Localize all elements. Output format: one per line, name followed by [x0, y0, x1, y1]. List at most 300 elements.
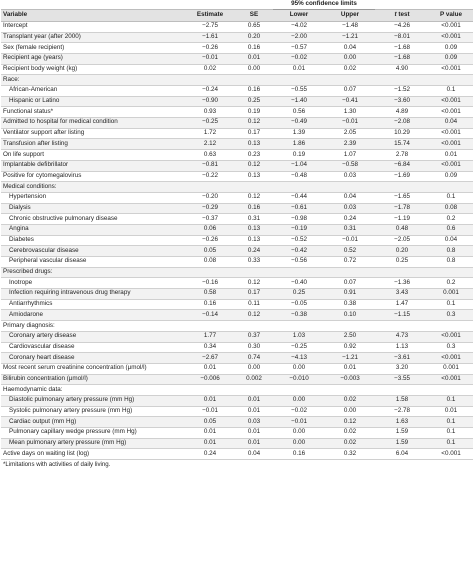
lower-cell: −0.61	[291, 203, 307, 211]
se-cell: 0.37	[247, 332, 261, 340]
table-row	[1, 128, 473, 139]
upper-cell: 0.04	[343, 193, 357, 201]
estimate-cell: 0.01	[203, 428, 217, 436]
upper-cell: 1.30	[343, 107, 357, 115]
table-row	[1, 438, 473, 449]
t-test-cell: 0.48	[395, 225, 409, 233]
variable-cell: Bilirubin concentration (μmol/l)	[3, 374, 88, 382]
upper-cell: 0.12	[343, 417, 357, 425]
table-row	[1, 406, 473, 417]
p-value-cell: <0.001	[441, 374, 461, 382]
t-test-cell: 0.20	[395, 246, 409, 254]
upper-cell: 0.72	[343, 257, 357, 265]
lower-cell: −0.25	[291, 342, 307, 350]
t-test-cell: 3.43	[395, 289, 409, 297]
se-cell: 0.11	[248, 300, 260, 308]
upper-cell	[325, 321, 375, 332]
table-row	[1, 86, 473, 97]
estimate-cell	[185, 385, 235, 396]
table-row	[1, 310, 473, 321]
column-header-row	[1, 9, 473, 21]
p-value-cell: <0.001	[441, 32, 461, 40]
upper-cell: −1.21	[342, 32, 358, 40]
se-cell	[235, 75, 273, 86]
table-row	[1, 395, 473, 406]
upper-cell: −1.21	[342, 353, 358, 361]
table-row	[1, 321, 473, 332]
estimate-cell: 0.05	[203, 417, 217, 425]
lower-cell: −0.01	[291, 417, 307, 425]
p-value-cell: 0.1	[446, 417, 456, 425]
col-header-upper: Upper	[325, 9, 375, 21]
t-test-cell: −1.78	[394, 203, 410, 211]
se-cell: 0.13	[247, 225, 261, 233]
upper-cell: −0.58	[342, 161, 358, 169]
se-cell	[235, 267, 273, 278]
upper-cell: 0.10	[343, 310, 357, 318]
variable-cell: Medical conditions:	[3, 182, 57, 190]
estimate-cell: −0.20	[202, 193, 218, 201]
variable-cell: Prescribed drugs:	[3, 268, 53, 276]
t-italic: t	[394, 10, 397, 18]
p-value-cell: 0.001	[443, 289, 459, 297]
lower-cell: 1.39	[292, 129, 306, 137]
p-value-cell: <0.001	[441, 129, 461, 137]
upper-cell: −0.41	[342, 97, 358, 105]
variable-cell: Recipient age (years)	[3, 54, 63, 62]
t-test-cell: 3.20	[395, 364, 409, 372]
upper-cell: 0.31	[343, 225, 357, 233]
col-header-lower: Lower	[273, 9, 325, 21]
variable-cell: Recipient body weight (kg)	[3, 65, 78, 73]
table-row	[1, 192, 473, 203]
variable-cell: Hypertension	[9, 193, 47, 201]
se-cell: 0.16	[247, 86, 261, 94]
estimate-cell: −0.26	[202, 236, 218, 244]
lower-cell: −0.02	[291, 54, 307, 62]
upper-cell: 0.07	[343, 278, 357, 286]
lower-cell: −2.00	[291, 32, 307, 40]
variable-cell: Coronary artery disease	[9, 332, 77, 340]
upper-cell: 0.52	[343, 246, 357, 254]
variable-cell: Amiodarone	[9, 310, 43, 318]
variable-cell: Active days on waiting list (log)	[3, 449, 90, 457]
estimate-cell: −1.61	[202, 32, 218, 40]
t-test-cell	[375, 321, 429, 332]
estimate-cell: −0.006	[200, 374, 220, 382]
t-test-cell: −1.65	[394, 193, 410, 201]
t-test-cell: 0.25	[395, 257, 409, 265]
se-cell: 0.16	[247, 43, 261, 51]
upper-cell: 2.05	[343, 129, 357, 137]
variable-cell: Functional status*	[3, 107, 54, 115]
variable-cell: Infection requiring intravenous drug therapy	[9, 289, 131, 297]
estimate-cell: −0.01	[202, 54, 218, 62]
upper-cell: 1.07	[343, 150, 357, 158]
t-test-cell: −1.15	[394, 310, 410, 318]
estimate-cell	[185, 267, 235, 278]
lower-cell: −0.010	[289, 374, 309, 382]
t-test-cell: −1.68	[394, 54, 410, 62]
p-value-cell: 0.1	[446, 193, 456, 201]
table-row	[1, 449, 473, 460]
table-row	[1, 224, 473, 235]
variable-cell: Cardiovascular disease	[9, 342, 75, 350]
variable-cell: On life support	[3, 150, 44, 158]
se-cell: 0.01	[247, 396, 261, 404]
variable-cell: African-American	[9, 86, 58, 94]
variable-cell: Haemodynamic data:	[3, 385, 63, 393]
estimate-cell: 0.01	[203, 396, 217, 404]
estimate-cell: −0.29	[202, 203, 218, 211]
p-value-cell: <0.001	[441, 449, 461, 457]
estimate-cell: 0.24	[203, 449, 217, 457]
upper-cell: 0.91	[343, 289, 357, 297]
table-row	[1, 331, 473, 342]
se-cell: 0.17	[247, 129, 261, 137]
upper-cell: 0.04	[343, 43, 357, 51]
variable-cell: Cardiac output (mm Hg)	[9, 417, 77, 425]
t-test-cell: 1.47	[395, 300, 409, 308]
p-value-cell: 0.04	[444, 118, 458, 126]
table-row	[1, 374, 473, 385]
upper-cell: −0.01	[342, 236, 358, 244]
estimate-cell: 1.77	[203, 332, 217, 340]
estimate-cell: 0.58	[203, 289, 217, 297]
lower-cell: −0.42	[291, 246, 307, 254]
col-header-se: SE	[235, 9, 273, 21]
table-row	[1, 289, 473, 300]
estimate-cell: −0.16	[202, 278, 218, 286]
se-cell: 0.12	[247, 310, 261, 318]
variable-cell: Most recent serum creatinine concentration (μmol/l)	[3, 364, 147, 372]
t-test-cell: 1.59	[395, 439, 409, 447]
estimate-cell: −0.25	[202, 118, 218, 126]
t-test-cell: −8.01	[394, 32, 410, 40]
p-value-cell	[429, 182, 473, 193]
t-test-cell: −1.69	[394, 171, 410, 179]
t-test-cell: 15.74	[394, 139, 410, 147]
lower-cell: −0.98	[291, 214, 307, 222]
p-value-cell: <0.001	[441, 97, 461, 105]
table-row	[1, 417, 473, 428]
table-row	[1, 278, 473, 289]
se-cell: 0.01	[247, 54, 261, 62]
variable-cell: Intercept	[3, 22, 28, 30]
p-value-cell: 0.3	[446, 310, 456, 318]
p-value-cell: 0.001	[443, 364, 459, 372]
lower-cell: 0.16	[292, 449, 306, 457]
se-cell: 0.002	[246, 374, 262, 382]
p-value-cell: 0.8	[446, 257, 456, 265]
lower-cell: −0.55	[291, 86, 307, 94]
t-test-cell: 1.13	[395, 342, 409, 350]
p-value-cell: 0.08	[444, 203, 458, 211]
upper-cell	[325, 182, 375, 193]
t-test-cell: −3.60	[394, 97, 410, 105]
p-value-cell: 0.1	[446, 428, 456, 436]
lower-cell: −0.19	[291, 225, 307, 233]
p-value-cell	[429, 267, 473, 278]
table-row	[1, 267, 473, 278]
lower-cell: −0.02	[291, 407, 307, 415]
se-cell: 0.00	[247, 65, 261, 73]
p-value-cell: <0.001	[441, 65, 461, 73]
variable-cell: Hispanic or Latino	[9, 97, 60, 105]
upper-cell: 2.50	[343, 332, 357, 340]
se-cell: 0.16	[247, 203, 261, 211]
table-row	[1, 246, 473, 257]
table-body	[1, 21, 473, 459]
se-cell: 0.24	[247, 246, 261, 254]
t-test-cell: 10.29	[394, 129, 410, 137]
col-header-estimate: Estimate	[185, 9, 235, 21]
upper-cell	[325, 267, 375, 278]
t-test-cell: 4.90	[395, 65, 409, 73]
table-row	[1, 363, 473, 374]
se-cell: 0.13	[247, 139, 261, 147]
lower-cell: −0.56	[291, 257, 307, 265]
estimate-cell: −0.26	[202, 43, 218, 51]
p-value-cell: <0.001	[441, 22, 461, 30]
se-cell: 0.13	[247, 236, 261, 244]
table-row	[1, 53, 473, 64]
p-value-cell: <0.001	[441, 107, 461, 115]
t-test-rest: test	[396, 10, 410, 18]
estimate-cell: 0.01	[203, 364, 217, 372]
t-test-cell: −1.52	[394, 86, 410, 94]
se-cell: 0.03	[247, 417, 261, 425]
se-cell: 0.30	[247, 342, 261, 350]
lower-cell	[273, 267, 325, 278]
lower-cell: −1.40	[291, 97, 307, 105]
lower-cell: −0.52	[291, 236, 307, 244]
variable-cell: Diastolic pulmonary artery pressure (mm Hg)	[9, 396, 135, 404]
table-row	[1, 235, 473, 246]
lower-cell: 1.03	[292, 332, 306, 340]
estimate-cell: −0.01	[202, 407, 218, 415]
col-header-variable: Variable	[1, 9, 185, 21]
variable-cell: Cerebrovascular disease	[9, 246, 79, 254]
se-cell: 0.33	[247, 257, 261, 265]
t-test-cell: 6.04	[395, 449, 409, 457]
se-cell: 0.04	[247, 449, 261, 457]
t-test-cell	[375, 182, 429, 193]
table-row	[1, 150, 473, 161]
upper-cell: 0.24	[343, 214, 357, 222]
upper-cell: 0.02	[343, 428, 357, 436]
upper-cell: 0.38	[343, 300, 357, 308]
t-test-cell: 2.78	[395, 150, 409, 158]
table-row	[1, 43, 473, 54]
estimate-cell: −0.22	[202, 171, 218, 179]
estimate-cell: 0.05	[203, 246, 217, 254]
p-value-cell: <0.001	[441, 161, 461, 169]
t-test-cell: −1.19	[394, 214, 410, 222]
table-row	[1, 64, 473, 75]
estimate-cell: 1.72	[203, 129, 217, 137]
header-group-row	[1, 0, 473, 9]
se-cell: 0.00	[247, 364, 261, 372]
p-value-cell: 0.01	[444, 407, 458, 415]
se-cell: 0.20	[247, 32, 261, 40]
p-value-cell: 0.8	[446, 246, 456, 254]
upper-cell: 0.07	[343, 86, 357, 94]
estimate-cell	[185, 182, 235, 193]
upper-cell: 0.03	[343, 171, 357, 179]
table-row	[1, 182, 473, 193]
p-value-cell	[429, 321, 473, 332]
se-cell	[235, 321, 273, 332]
t-test-cell: −1.68	[394, 43, 410, 51]
lower-cell: 0.19	[292, 150, 306, 158]
se-cell	[235, 385, 273, 396]
t-test-cell: −4.26	[394, 22, 410, 30]
p-value-cell: 0.04	[444, 236, 458, 244]
upper-cell: 0.32	[343, 449, 357, 457]
lower-cell: 0.56	[292, 107, 306, 115]
variable-cell: Diabetes	[9, 236, 34, 244]
variable-cell: Antiarrhythmics	[9, 300, 53, 308]
lower-cell: −4.13	[291, 353, 307, 361]
table-row	[1, 107, 473, 118]
variable-cell: Mean pulmonary artery pressure (mm Hg)	[9, 439, 127, 447]
estimate-cell: −2.75	[202, 22, 218, 30]
table-row	[1, 203, 473, 214]
variable-cell: Systolic pulmonary artery pressure (mm Hg)	[9, 407, 133, 415]
upper-cell: −1.48	[342, 22, 358, 30]
lower-cell: 0.00	[292, 428, 306, 436]
p-value-cell: <0.001	[441, 139, 461, 147]
se-cell: 0.17	[247, 289, 261, 297]
estimate-cell: 0.02	[203, 65, 217, 73]
table-row	[1, 75, 473, 86]
p-value-cell: 0.1	[446, 396, 456, 404]
t-test-cell: −6.84	[394, 161, 410, 169]
col-header-p-value: P value	[429, 9, 473, 21]
upper-cell: −0.01	[342, 118, 358, 126]
estimate-cell: 2.12	[203, 139, 217, 147]
t-test-cell: −2.78	[394, 407, 410, 415]
confidence-limits-header: 95% confidence limits	[273, 0, 375, 9]
lower-cell	[273, 75, 325, 86]
variable-cell: Pulmonary capillary wedge pressure (mm Hg)	[9, 428, 137, 436]
p-value-cell: <0.001	[441, 332, 461, 340]
estimate-cell: −0.14	[202, 310, 218, 318]
se-cell: 0.19	[247, 107, 261, 115]
variable-cell: Inotrope	[9, 278, 33, 286]
table-row	[1, 257, 473, 268]
estimate-cell: 0.01	[203, 439, 217, 447]
col-header-t-test	[375, 9, 429, 21]
p-value-cell: 0.1	[446, 86, 456, 94]
lower-cell: −0.48	[291, 171, 307, 179]
se-cell: 0.01	[247, 428, 261, 436]
upper-cell: 0.02	[343, 65, 357, 73]
estimate-cell: −0.81	[202, 161, 218, 169]
p-value-cell: 0.3	[446, 342, 456, 350]
lower-cell	[273, 385, 325, 396]
variable-cell: Dialysis	[9, 203, 31, 211]
table-row	[1, 32, 473, 43]
upper-cell: 0.02	[343, 439, 357, 447]
t-test-cell	[375, 75, 429, 86]
variable-cell: Primary diagnosis:	[3, 321, 55, 329]
t-test-cell: 4.73	[395, 332, 409, 340]
upper-cell: 2.39	[343, 139, 357, 147]
estimate-cell: −0.37	[202, 214, 218, 222]
lower-cell: 0.00	[292, 364, 306, 372]
estimate-cell: −0.24	[202, 86, 218, 94]
t-test-cell	[375, 385, 429, 396]
t-test-cell: −2.08	[394, 118, 410, 126]
lower-cell: −0.57	[291, 43, 307, 51]
p-value-cell: 0.09	[444, 43, 458, 51]
variable-cell: Transfusion after listing	[3, 139, 68, 147]
upper-cell: 0.01	[343, 364, 357, 372]
t-test-cell: −3.55	[394, 374, 410, 382]
table-header	[1, 0, 473, 21]
lower-cell: −0.05	[291, 300, 307, 308]
estimate-cell: 0.34	[203, 342, 217, 350]
lower-cell: −0.38	[291, 310, 307, 318]
lower-cell: 0.01	[292, 65, 306, 73]
variable-cell: Positive for cytomegalovirus	[3, 171, 82, 179]
se-cell: 0.01	[247, 439, 261, 447]
estimate-cell	[185, 321, 235, 332]
p-value-cell: 0.09	[444, 54, 458, 62]
p-value-cell: 0.09	[444, 171, 458, 179]
footnote: *Limitations with activities of daily living.	[3, 461, 111, 469]
table-row	[1, 118, 473, 129]
table-row	[1, 385, 473, 396]
t-test-cell: 1.63	[395, 417, 409, 425]
table-row	[1, 139, 473, 150]
upper-cell: 0.02	[343, 396, 357, 404]
se-cell: 0.25	[247, 97, 261, 105]
se-cell: 0.12	[247, 161, 261, 169]
estimate-cell: −2.67	[202, 353, 218, 361]
table-row	[1, 96, 473, 107]
variable-cell: Ventilator support after listing	[3, 129, 85, 137]
se-cell: 0.12	[247, 118, 261, 126]
se-cell: 0.65	[247, 22, 261, 30]
p-value-cell: 0.2	[446, 214, 456, 222]
se-cell: 0.12	[247, 193, 261, 201]
t-test-cell: −1.36	[394, 278, 410, 286]
se-cell: 0.13	[247, 171, 261, 179]
t-test-cell	[375, 267, 429, 278]
t-test-cell: 1.58	[395, 396, 409, 404]
table-row	[1, 214, 473, 225]
variable-cell: Implantable defibrillator	[3, 161, 69, 169]
se-cell: 0.01	[247, 407, 261, 415]
upper-cell: 0.00	[343, 54, 357, 62]
lower-cell	[273, 182, 325, 193]
variable-cell: Admitted to hospital for medical condition	[3, 118, 118, 126]
upper-cell: −0.003	[340, 374, 360, 382]
estimate-cell	[185, 75, 235, 86]
regression-table	[1, 0, 473, 460]
upper-cell	[325, 385, 375, 396]
table-row	[1, 428, 473, 439]
t-test-cell: 4.89	[395, 107, 409, 115]
variable-cell: Sex (female recipient)	[3, 43, 65, 51]
se-cell: 0.74	[247, 353, 261, 361]
upper-cell: 0.00	[343, 407, 357, 415]
table-row	[1, 353, 473, 364]
se-cell	[235, 182, 273, 193]
